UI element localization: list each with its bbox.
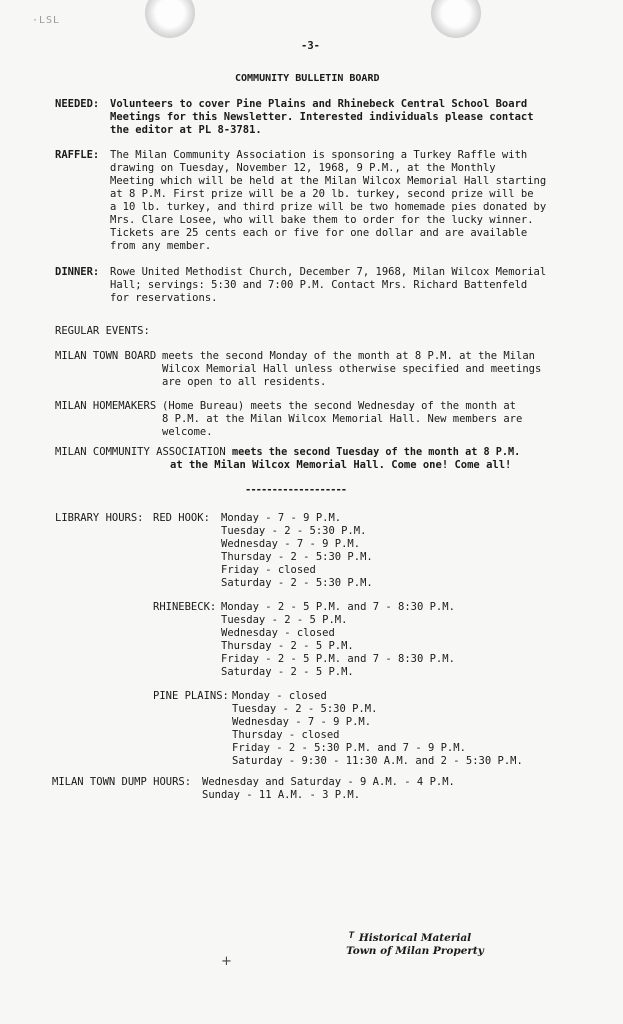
- library-red-hook-name: RED HOOK:: [153, 512, 210, 524]
- hours-line: Tuesday - 2 - 5:30 P.M.: [232, 703, 378, 715]
- page-title: COMMUNITY BULLETIN BOARD: [235, 73, 380, 84]
- needed-line: the editor at PL 8-3781.: [110, 124, 262, 136]
- stamp-line: Historical Material: [358, 932, 472, 944]
- hours-line: Monday - 7 - 9 P.M.: [221, 512, 342, 524]
- library-rhinebeck-name: RHINEBECK:: [153, 601, 217, 613]
- hours-line: Thursday - closed: [232, 729, 340, 741]
- dinner-line: Hall; servings: 5:30 and 7:00 P.M. Contact Mrs. Richard Battenfeld: [110, 279, 528, 291]
- needed-label: NEEDED:: [55, 98, 100, 110]
- event-line: Wilcox Memorial Hall unless otherwise specified and meetings: [162, 363, 542, 375]
- stamp-mark-icon: 𝑻: [349, 931, 355, 941]
- raffle-line: Meeting which will be held at the Milan Wilcox Memorial Hall starting: [110, 175, 547, 187]
- hours-line: Friday - closed: [221, 564, 316, 576]
- dump-line: Sunday - 11 A.M. - 3 P.M.: [202, 789, 361, 801]
- corner-mark: ·LSL: [32, 15, 61, 26]
- dinner-line: Rowe United Methodist Church, December 7, 1968, Milan Wilcox Memorial: [110, 266, 547, 278]
- library-label: LIBRARY HOURS:: [55, 512, 144, 524]
- dump-line: Wednesday and Saturday - 9 A.M. - 4 P.M.: [202, 776, 455, 788]
- raffle-line: at 8 P.M. First prize will be a 20 lb. turkey, second prize will be: [110, 188, 534, 200]
- hours-line: Tuesday - 2 - 5 P.M.: [221, 614, 348, 626]
- hours-line: Friday - 2 - 5 P.M. and 7 - 8:30 P.M.: [221, 653, 455, 665]
- historical-material-stamp: [345, 932, 485, 958]
- event-line: (Home Bureau) meets the second Wednesday of the month at: [162, 400, 517, 412]
- event-line: meets the second Tuesday of the month at 8 P.M.: [232, 447, 521, 458]
- raffle-line: Mrs. Clare Losee, who will bake them to order for the lucky winner.: [110, 214, 534, 226]
- hours-line: Friday - 2 - 5:30 P.M. and 7 - 9 P.M.: [232, 742, 466, 754]
- raffle-line: a 10 lb. turkey, and third prize will be two homemade pies donated by: [110, 201, 547, 213]
- event-name: MILAN HOMEMAKERS: [55, 400, 157, 412]
- registration-cross-icon: +: [221, 954, 232, 969]
- hours-line: Thursday - 2 - 5:30 P.M.: [221, 551, 373, 563]
- raffle-label: RAFFLE:: [55, 149, 100, 161]
- needed-line: Meetings for this Newsletter. Interested individuals please contact: [110, 111, 534, 123]
- hours-line: Wednesday - 7 - 9 P.M.: [232, 716, 372, 728]
- raffle-line: drawing on Tuesday, November 12, 1968, 9 P.M., at the Monthly: [110, 162, 496, 174]
- dump-label: MILAN TOWN DUMP HOURS:: [52, 776, 192, 788]
- raffle-line: Tickets are 25 cents each or five for one dollar and are available: [110, 227, 528, 239]
- page-number: -3-: [301, 40, 320, 52]
- hours-line: Saturday - 9:30 - 11:30 A.M. and 2 - 5:30 P.M.: [232, 755, 523, 767]
- hours-line: Wednesday - closed: [221, 627, 335, 639]
- event-line: are open to all residents.: [162, 376, 327, 388]
- event-name: MILAN TOWN BOARD: [55, 350, 157, 362]
- hours-line: Thursday - 2 - 5 P.M.: [221, 640, 354, 652]
- event-line: 8 P.M. at the Milan Wilcox Memorial Hall. New members are: [162, 413, 523, 425]
- dinner-label: DINNER:: [55, 266, 100, 278]
- event-name: MILAN COMMUNITY ASSOCIATION: [55, 446, 226, 458]
- hours-line: Tuesday - 2 - 5:30 P.M.: [221, 525, 367, 537]
- event-line: welcome.: [162, 426, 213, 438]
- event-line: at the Milan Wilcox Memorial Hall. Come one! Come all!: [170, 459, 512, 471]
- hours-line: Saturday - 2 - 5:30 P.M.: [221, 577, 373, 589]
- hours-line: Saturday - 2 - 5 P.M.: [221, 666, 354, 678]
- library-pine-plains-name: PINE PLAINS:: [153, 690, 229, 702]
- hours-line: Monday - 2 - 5 P.M. and 7 - 8:30 P.M.: [221, 601, 455, 613]
- hours-line: Monday - closed: [232, 690, 327, 702]
- event-line: meets the second Monday of the month at 8 P.M. at the Milan: [162, 350, 535, 362]
- raffle-line: from any member.: [110, 240, 212, 252]
- regular-events-heading: REGULAR EVENTS:: [55, 325, 150, 337]
- binder-hole-right: [431, 0, 481, 38]
- needed-line: Volunteers to cover Pine Plains and Rhinebeck Central School Board: [110, 98, 528, 110]
- raffle-line: The Milan Community Association is sponsoring a Turkey Raffle with: [110, 149, 528, 161]
- hours-line: Wednesday - 7 - 9 P.M.: [221, 538, 361, 550]
- stamp-line: Town of Milan Property: [346, 945, 484, 957]
- divider: -------------------: [245, 484, 347, 496]
- binder-hole-left: [145, 0, 195, 38]
- dinner-line: for reservations.: [110, 292, 218, 304]
